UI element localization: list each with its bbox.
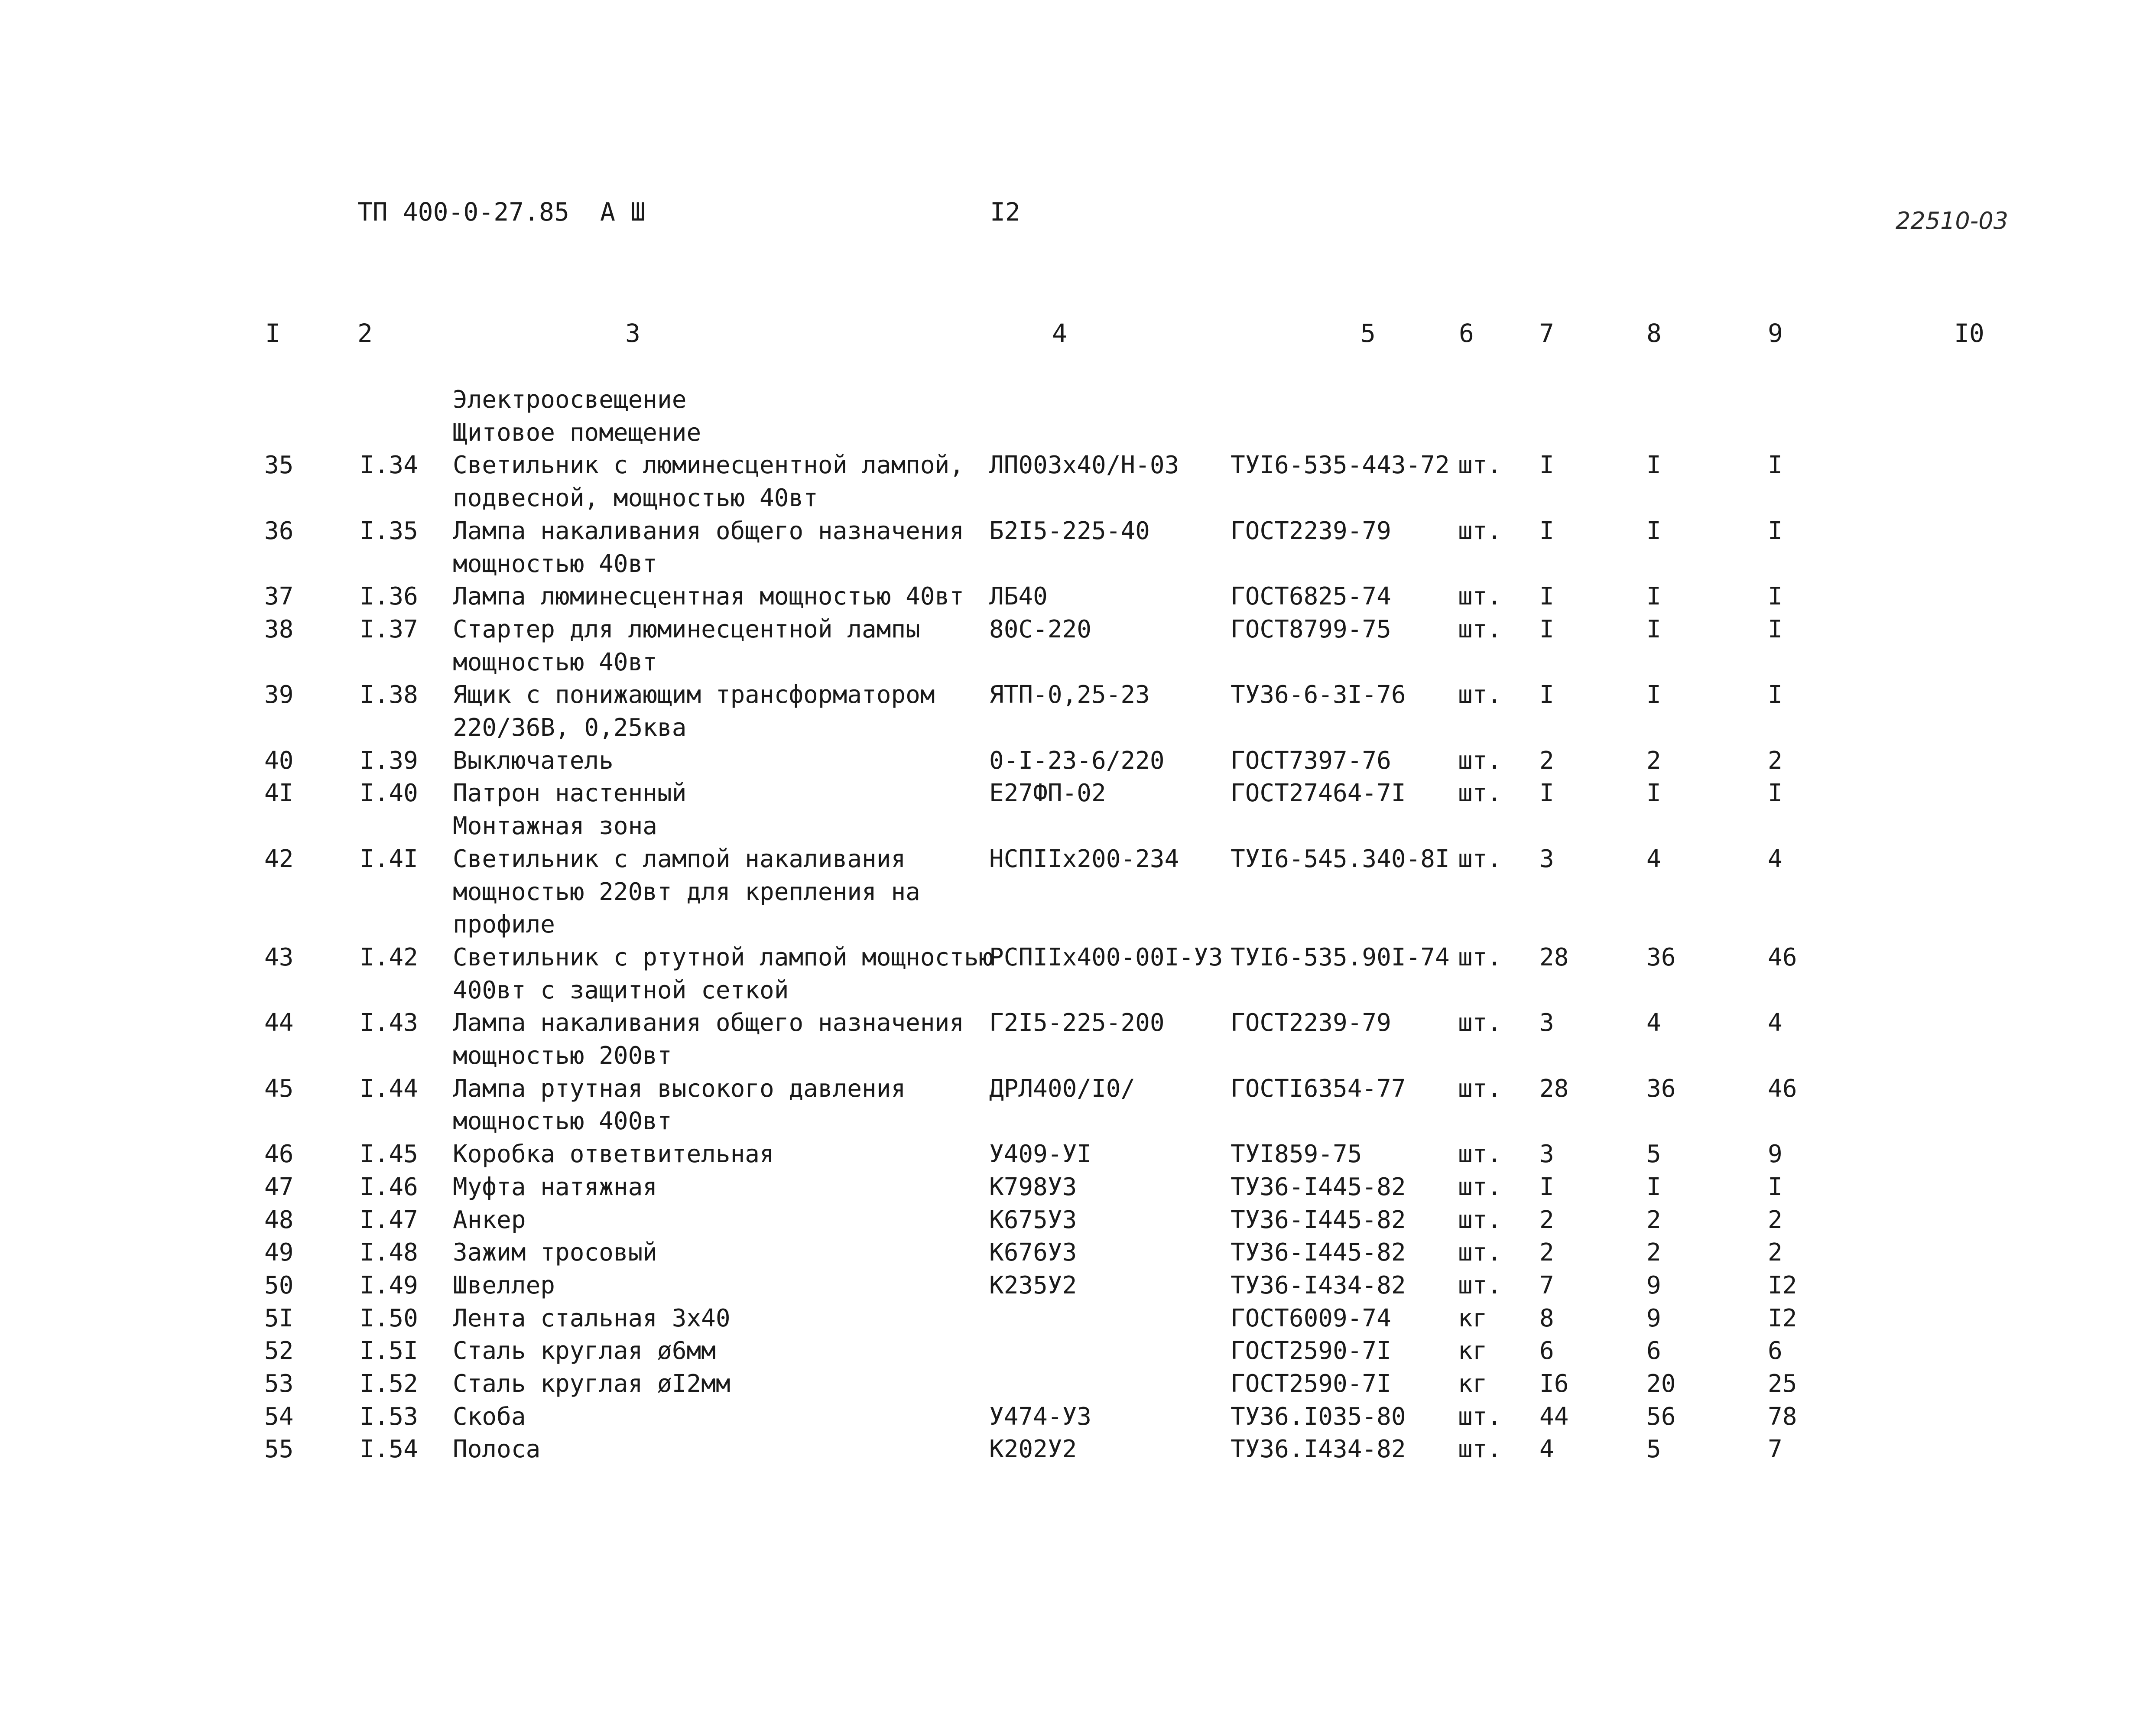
standard-code: ГОСТ8799-75 [1231,615,1391,643]
type-mark: ЛП003х40/Н-03 [989,451,1179,480]
standard-code: ТУI6-535-443-72 [1231,451,1450,480]
quantity-1: 3 [1539,1009,1554,1037]
quantity-2: 2 [1646,746,1661,775]
table-row [0,777,2156,810]
quantity-3: 6 [1768,1337,1783,1365]
position-code: I.43 [360,1009,418,1037]
standard-code: ГОСТ2590-7I [1231,1337,1391,1365]
standard-code: ТУ36.I035-80 [1231,1402,1406,1431]
position-code: I.36 [360,582,418,611]
item-description: Щитовое помещение [453,418,701,447]
quantity-1: 6 [1539,1337,1554,1365]
standard-code: ГОСТ2239-79 [1231,1009,1391,1037]
row-number: 46 [264,1140,294,1169]
unit: шт. [1458,1074,1502,1103]
row-number: 43 [264,943,294,971]
table-row [0,1007,2156,1040]
item-description: Скоба [453,1402,526,1431]
table-row [0,679,2156,712]
quantity-2: 2 [1646,1238,1661,1267]
quantity-3: 2 [1768,1205,1783,1234]
type-mark: 80С-220 [989,615,1092,643]
row-number: 35 [264,451,294,480]
item-description: мощностью 400вт [453,1107,672,1136]
type-mark: К676У3 [989,1238,1077,1267]
column-number: I [265,318,280,348]
standard-code: ТУ36-I445-82 [1231,1238,1406,1267]
unit: шт. [1458,1205,1502,1234]
quantity-3: I [1768,779,1783,808]
type-mark: К202У2 [989,1435,1077,1464]
quantity-3: 4 [1768,1009,1783,1037]
item-description: мощностью 220вт для крепления на [453,877,920,906]
position-code: I.45 [360,1140,418,1169]
type-mark: У474-У3 [989,1402,1092,1431]
quantity-2: I [1646,582,1661,611]
quantity-3: 2 [1768,1238,1783,1267]
position-code: I.49 [360,1271,418,1300]
quantity-2: 9 [1646,1304,1661,1332]
row-number: 48 [264,1205,294,1234]
type-mark: Б2I5-225-40 [989,517,1150,545]
column-number: 3 [625,318,640,348]
table-row [0,1335,2156,1368]
table-row [0,1236,2156,1269]
standard-code: ТУ36.I434-82 [1231,1435,1406,1464]
standard-code: ТУI6-535.90I-74 [1231,943,1450,971]
item-description: Лента стальная 3х40 [453,1304,731,1332]
column-number: 7 [1539,318,1554,348]
quantity-3: 7 [1768,1435,1783,1464]
quantity-1: I [1539,451,1554,480]
quantity-2: 6 [1646,1337,1661,1365]
quantity-2: I [1646,517,1661,545]
position-code: I.39 [360,746,418,775]
quantity-3: 4 [1768,845,1783,873]
row-number: 52 [264,1337,294,1365]
unit: кг [1458,1304,1487,1332]
unit: шт. [1458,1271,1502,1300]
row-number: 44 [264,1009,294,1037]
table-row [0,548,2156,581]
unit: шт. [1458,517,1502,545]
standard-code: ГОСТ6825-74 [1231,582,1391,611]
unit: кг [1458,1337,1487,1365]
table-row [0,1040,2156,1072]
type-mark: ДРЛ400/I0/ [989,1074,1136,1103]
item-description: Монтажная зона [453,812,658,841]
quantity-3: 46 [1768,1074,1797,1103]
table-row [0,876,2156,909]
item-description: 220/36В, 0,25ква [453,714,687,742]
column-number: 6 [1459,318,1474,348]
item-description: профиле [453,910,555,939]
unit: шт. [1458,1238,1502,1267]
row-number: 42 [264,845,294,873]
row-number: 39 [264,681,294,709]
table-row [0,1138,2156,1171]
table-row [0,1433,2156,1466]
item-description: Лампа накаливания общего назначения [453,517,964,545]
quantity-2: 2 [1646,1205,1661,1234]
quantity-3: I [1768,615,1783,643]
quantity-1: 7 [1539,1271,1554,1300]
row-number: 45 [264,1074,294,1103]
item-description: Зажим тросовый [453,1238,658,1267]
type-mark: К235У2 [989,1271,1077,1300]
quantity-3: 9 [1768,1140,1783,1169]
unit: шт. [1458,1009,1502,1037]
quantity-2: I [1646,681,1661,709]
unit: шт. [1458,746,1502,775]
table-row [0,1400,2156,1433]
item-description: Муфта натяжная [453,1173,658,1201]
table-row [0,1368,2156,1400]
quantity-2: 4 [1646,1009,1661,1037]
column-number: I0 [1954,318,1984,348]
position-code: I.4I [360,845,418,873]
unit: кг [1458,1370,1487,1398]
standard-code: ГОСТI6354-77 [1231,1074,1406,1103]
quantity-3: I [1768,1173,1783,1201]
quantity-2: I [1646,1173,1661,1201]
document-code: ТП 400-0-27.85 [357,197,569,227]
quantity-1: I [1539,582,1554,611]
row-number: 37 [264,582,294,611]
standard-code: ТУ36-I445-82 [1231,1173,1406,1201]
unit: шт. [1458,1173,1502,1201]
standard-code: ГОСТ2590-7I [1231,1370,1391,1398]
quantity-2: 36 [1646,1074,1676,1103]
table-row [0,974,2156,1007]
item-description: Коробка ответвительная [453,1140,774,1169]
quantity-3: I [1768,451,1783,480]
item-description: мощностью 40вт [453,648,658,676]
standard-code: ТУ36-I434-82 [1231,1271,1406,1300]
quantity-2: I [1646,451,1661,480]
table-row [0,1302,2156,1335]
type-mark: Е27ФП-02 [989,779,1106,808]
column-number: 5 [1360,318,1376,348]
item-description: Лампа накаливания общего назначения [453,1009,964,1037]
row-number: 5I [264,1304,294,1332]
item-description: Светильник с лампой накаливания [453,845,906,873]
position-code: I.50 [360,1304,418,1332]
type-mark: 0-I-23-6/220 [989,746,1165,775]
unit: шт. [1458,779,1502,808]
quantity-3: I2 [1768,1271,1797,1300]
type-mark: У409-УI [989,1140,1092,1169]
quantity-1: 2 [1539,746,1554,775]
quantity-3: 2 [1768,746,1783,775]
standard-code: ТУ36-6-3I-76 [1231,681,1406,709]
page-number: I2 [990,197,1020,227]
quantity-2: I [1646,615,1661,643]
table-row [0,908,2156,941]
table-row [0,613,2156,646]
item-description: Светильник с люминесцентной лампой, [453,451,964,480]
table-row [0,449,2156,482]
unit: шт. [1458,943,1502,971]
row-number: 40 [264,746,294,775]
quantity-1: I [1539,1173,1554,1201]
unit: шт. [1458,1435,1502,1464]
quantity-1: 2 [1539,1238,1554,1267]
standard-code: ТУI6-545.340-8I [1231,845,1450,873]
quantity-1: I6 [1539,1370,1569,1398]
quantity-2: 4 [1646,845,1661,873]
item-description: Ящик с понижающим трансформатором [453,681,935,709]
table-row [0,580,2156,613]
row-number: 50 [264,1271,294,1300]
item-description: Сталь круглая ø6мм [453,1337,716,1365]
unit: шт. [1458,582,1502,611]
column-number: 2 [357,318,373,348]
row-number: 53 [264,1370,294,1398]
row-number: 55 [264,1435,294,1464]
table-row [0,1204,2156,1237]
handwritten-stamp: 22510-03 [1896,207,2008,234]
quantity-1: 44 [1539,1402,1569,1431]
row-number: 38 [264,615,294,643]
unit: шт. [1458,845,1502,873]
column-number: 8 [1646,318,1662,348]
item-description: подвесной, мощностью 40вт [453,484,818,513]
position-code: I.5I [360,1337,418,1365]
quantity-1: I [1539,681,1554,709]
quantity-2: I [1646,779,1661,808]
item-description: мощностью 40вт [453,549,658,578]
table-row [0,941,2156,974]
quantity-3: 78 [1768,1402,1797,1431]
quantity-1: 3 [1539,1140,1554,1169]
unit: шт. [1458,1140,1502,1169]
row-number: 36 [264,517,294,545]
quantity-2: 5 [1646,1140,1661,1169]
quantity-1: 28 [1539,1074,1569,1103]
standard-code: ГОСТ2239-79 [1231,517,1391,545]
table-row [0,810,2156,843]
position-code: I.46 [360,1173,418,1201]
quantity-2: 5 [1646,1435,1661,1464]
quantity-2: 9 [1646,1271,1661,1300]
row-number: 54 [264,1402,294,1431]
item-description: Лампа ртутная высокого давления [453,1074,906,1103]
type-mark: ЛБ40 [989,582,1048,611]
quantity-1: I [1539,615,1554,643]
quantity-3: I [1768,517,1783,545]
item-description: Выключатель [453,746,614,775]
table-row [0,1171,2156,1204]
standard-code: ГОСТ27464-7I [1231,779,1406,808]
standard-code: ТУ36-I445-82 [1231,1205,1406,1234]
position-code: I.44 [360,1074,418,1103]
column-number: 4 [1052,318,1067,348]
quantity-3: I [1768,582,1783,611]
type-mark: Г2I5-225-200 [989,1009,1165,1037]
type-mark: К798У3 [989,1173,1077,1201]
item-description: Анкер [453,1205,526,1234]
type-mark: К675У3 [989,1205,1077,1234]
position-code: I.35 [360,517,418,545]
table-row [0,383,2156,416]
type-mark: НСПIIх200-234 [989,845,1179,873]
table-row [0,482,2156,515]
row-number: 47 [264,1173,294,1201]
quantity-3: I [1768,681,1783,709]
quantity-3: 46 [1768,943,1797,971]
quantity-1: I [1539,517,1554,545]
position-code: I.48 [360,1238,418,1267]
table-row [0,1269,2156,1302]
quantity-1: I [1539,779,1554,808]
item-description: Патрон настенный [453,779,687,808]
table-row [0,744,2156,777]
item-description: 400вт с защитной сеткой [453,976,789,1004]
item-description: мощностью 200вт [453,1042,672,1070]
quantity-2: 56 [1646,1402,1676,1431]
unit: шт. [1458,451,1502,480]
position-code: I.40 [360,779,418,808]
standard-code: ТУI859-75 [1231,1140,1362,1169]
position-code: I.37 [360,615,418,643]
quantity-2: 36 [1646,943,1676,971]
table-row [0,843,2156,876]
item-description: Стартер для люминесцентной лампы [453,615,920,643]
unit: шт. [1458,615,1502,643]
quantity-2: 20 [1646,1370,1676,1398]
unit: шт. [1458,681,1502,709]
item-description: Электроосвещение [453,386,687,414]
position-code: I.42 [360,943,418,971]
position-code: I.47 [360,1205,418,1234]
item-description: Лампа люминесцентная мощностью 40вт [453,582,964,611]
position-code: I.38 [360,681,418,709]
table-row [0,515,2156,548]
position-code: I.54 [360,1435,418,1464]
quantity-1: 3 [1539,845,1554,873]
table-row [0,416,2156,449]
position-code: I.34 [360,451,418,480]
standard-code: ГОСТ6009-74 [1231,1304,1391,1332]
item-description: Светильник с ртутной лампой мощностью [453,943,994,971]
row-number: 4I [264,779,294,808]
table-row [0,1072,2156,1105]
type-mark: РСПIIх400-00I-У3 [989,943,1223,971]
table-row [0,1105,2156,1138]
quantity-3: I2 [1768,1304,1797,1332]
row-number: 49 [264,1238,294,1267]
quantity-1: 28 [1539,943,1569,971]
unit: шт. [1458,1402,1502,1431]
table-row [0,712,2156,744]
item-description: Сталь круглая øI2мм [453,1370,731,1398]
album-number: А Ш [600,197,646,227]
item-description: Швеллер [453,1271,555,1300]
position-code: I.52 [360,1370,418,1398]
item-description: Полоса [453,1435,541,1464]
table-row [0,646,2156,679]
quantity-1: 4 [1539,1435,1554,1464]
quantity-1: 2 [1539,1205,1554,1234]
quantity-3: 25 [1768,1370,1797,1398]
column-number: 9 [1768,318,1783,348]
standard-code: ГОСТ7397-76 [1231,746,1391,775]
quantity-1: 8 [1539,1304,1554,1332]
position-code: I.53 [360,1402,418,1431]
type-mark: ЯТП-0,25-23 [989,681,1150,709]
